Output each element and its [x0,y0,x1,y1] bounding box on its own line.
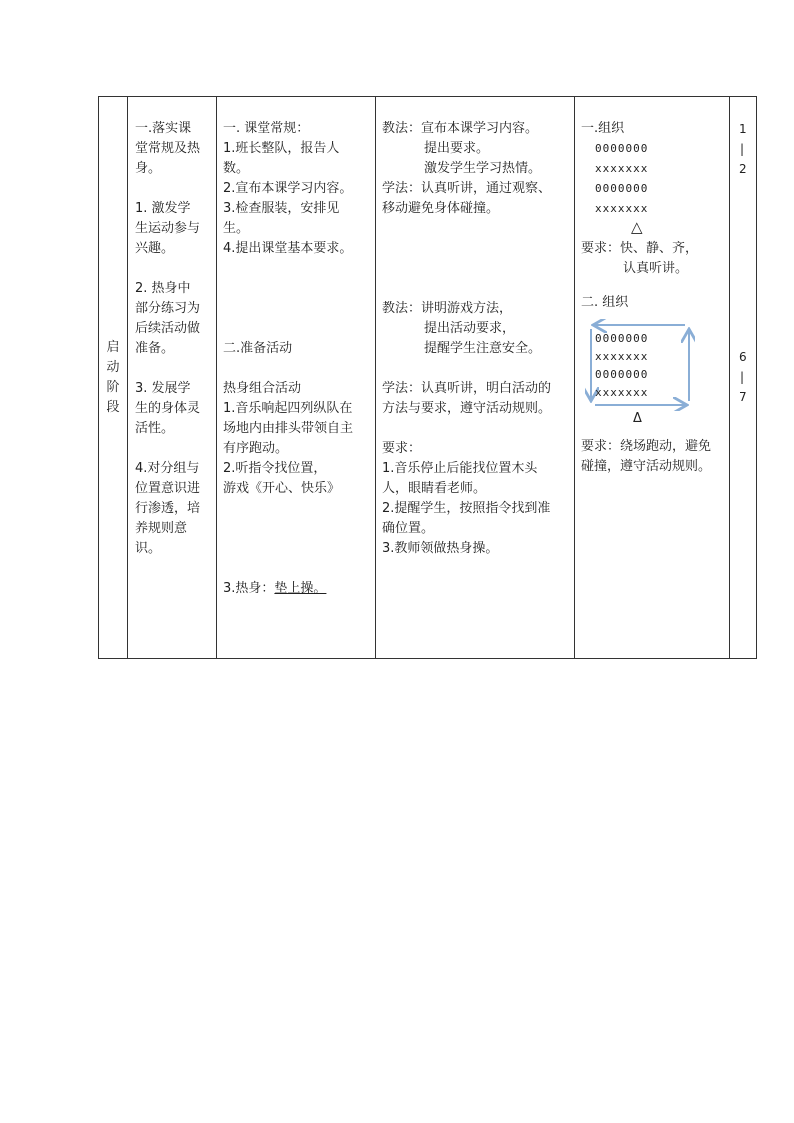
formation-row: xxxxxxx [595,386,649,399]
teacher-mark: △ [631,218,643,236]
stage-cell [99,97,128,659]
objective-line: 3. 发展学 [135,381,191,396]
objective-line: 一.落实课 [135,121,192,136]
objective-line: 生的身体灵 [135,401,201,416]
content-line: 数。 [223,161,250,176]
method-line: 教法：宣布本课学习内容。 [382,121,539,136]
method-line: 3.教师领做热身操。 [382,541,499,556]
method-line: 方法与要求，遵守活动规则。 [382,401,552,416]
content-line: 场地内由排头带领自主 [223,421,354,436]
methods-cell [376,97,575,659]
warmup-line [223,579,326,599]
requirement-line: 要求：快、静、齐， [581,241,699,256]
objective-line: 部分练习为 [135,301,201,316]
stage-char: 段 [106,399,120,415]
objective-line: 4.对分组与 [135,461,200,476]
warmup-prefix: 3.热身： [223,581,275,596]
formation-row: 0000000 [595,368,649,381]
formation-row: xxxxxxx [595,350,649,363]
content-cell [217,97,376,659]
objective-line: 后续活动做 [135,321,201,336]
objective-line: 兴趣。 [135,241,175,256]
method-line: 教法：讲明游戏方法， [382,301,513,316]
table-row [99,97,757,659]
time-separator: | [740,370,745,384]
method-line: 人，眼睛看老师。 [382,481,487,496]
formation-row: xxxxxxx [595,202,649,215]
stage-char: 启 [106,339,120,355]
objective-line: 养规则意 [135,521,188,536]
content-line: 4.提出课堂基本要求。 [223,241,353,256]
formation-row: 0000000 [595,182,649,195]
prep-title: 二.准备活动 [223,341,293,356]
warmup-link[interactable]: 垫上操。 [274,581,327,596]
objective-line: 生运动参与 [135,221,201,236]
time-separator: | [740,142,745,156]
objectives-cell [128,97,217,659]
method-line: 2.提醒学生，按照指令找到准 [382,501,551,516]
time-digit: 2 [739,162,747,176]
requirement-line: 要求：绕场跑动，避免 [581,439,712,454]
method-line: 1.音乐停止后能找位置木头 [382,461,538,476]
time-digit: 7 [739,390,747,404]
objective-line: 堂常规及热 [135,141,201,156]
stage-char: 阶 [106,379,120,395]
content-line: 1.班长整队，报告人 [223,141,340,156]
objective-line: 位置意识进 [135,481,201,496]
content-line: 有序跑动。 [223,441,289,456]
method-line: 提出要求。 [424,141,490,156]
content-line: 1.音乐响起四列纵队在 [223,401,353,416]
method-line: 确位置。 [382,521,435,536]
requirement-line: 碰撞，遵守活动规则。 [581,459,712,474]
method-line: 学法：认真听讲，明白活动的 [382,381,552,396]
content-line: 游戏《开心、快乐》 [223,481,341,496]
objective-line: 身。 [135,161,162,176]
method-line: 提醒学生注意安全。 [424,341,542,356]
objective-line: 1. 激发学 [135,201,191,216]
content-line: 2.宣布本课学习内容。 [223,181,353,196]
objective-line: 识。 [135,541,162,556]
organization-cell [575,97,730,659]
method-line: 提出活动要求， [424,321,516,336]
requirement-line: 认真听讲。 [623,261,689,276]
formation-row: 0000000 [595,142,649,155]
formation-row: 0000000 [595,332,649,345]
objective-line: 2. 热身中 [135,281,191,296]
method-line: 要求： [382,441,422,456]
org2-title: 二. 组织 [581,295,629,310]
objective-line: 活性。 [135,421,175,436]
org1-title: 一.组织 [581,121,625,136]
combo-title: 热身组合活动 [223,381,302,396]
objective-line: 行渗透，培 [135,501,201,516]
method-line: 激发学生学习热情。 [424,161,542,176]
formation-row: xxxxxxx [595,162,649,175]
stage-char: 动 [106,359,120,375]
time-digit: 6 [739,350,747,364]
content-line: 3.检查服装，安排见 [223,201,340,216]
teacher-mark: Δ [633,411,642,426]
objective-line: 准备。 [135,341,175,356]
lesson-plan-table [98,96,757,659]
time-cell [730,97,757,659]
method-line: 学法：认真听讲，通过观察、 [382,181,552,196]
content-line: 2.听指令找位置， [223,461,327,476]
content-line: 生。 [223,221,250,236]
routine-title: 一. 课堂常规： [223,121,310,136]
time-digit: 1 [739,122,747,136]
method-line: 移动避免身体碰撞。 [382,201,500,216]
